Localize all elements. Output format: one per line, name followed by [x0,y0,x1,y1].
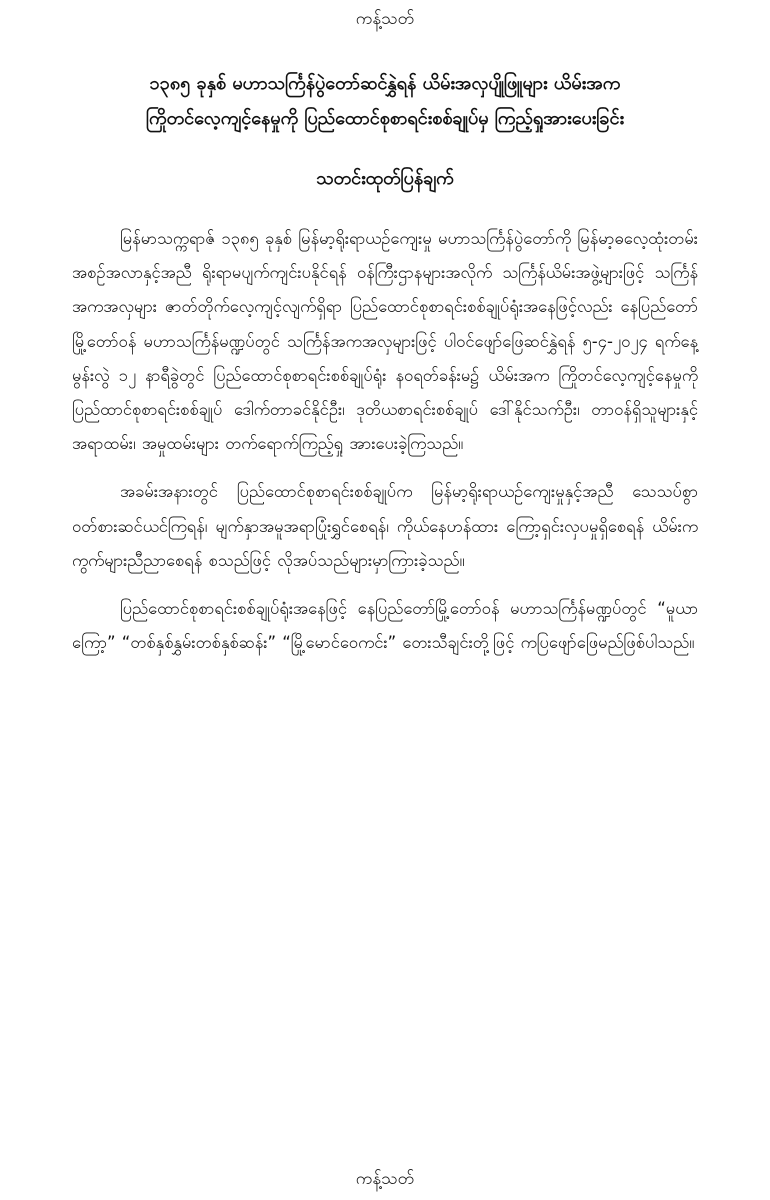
body-paragraph-1: မြန်မာသက္ကရာဇ် ၁၃၈၅ ခုနှစ် မြန်မာ့ရိုးရာယဉ်ကျေးမှု မဟာသင်္ကြန်ပွဲတော်ကို မြန်မာ့ဓလေ့ထုံးတမ်းအစဉ်အလာနှင့်အညီ ရိုးရာမပျက်ကျင်းပနိုင်ရန် ဝန်ကြီးဌာနများအလိုက် သင်္ကြန်ယိမ်းအဖွဲ့များဖြင့် သင်္ကြန်အကအလှများ ဇာတ်တိုက်လေ့ကျင့်လျက်ရှိရာ ပြည်ထောင်စုစာရင်းစစ်ချုပ်ရုံးအနေဖြင့်လည်း နေပြည်တော်မြို့တော်ဝန် မဟာသင်္ကြန်မဏ္ဍပ်တွင် သင်္ကြန်အကအလှများဖြင့် ပါဝင်ဖျော်ဖြေဆင်နွှဲရန် ၅-၄-၂၀၂၄ ရက်နေ့ မွန်းလွဲ ၁၂ နာရီခွဲတွင် ပြည်ထောင်စုစာရင်းစစ်ချုပ်ရုံး န၀ရတ်ခန်းမ၌ ယိမ်းအက ကြိုတင်လေ့ကျင့်နေမှုကို ပြည်ထာင်စုစာရင်းစစ်ချုပ် ဒေါက်တာခင်နိုင်ဦး၊ ဒုတိယစာရင်းစစ်ချုပ် ဒေါ်နိုင်သက်ဦး၊ တာဝန်ရှိသူများနှင့် အရာထမ်း၊ အမှုထမ်းများ တက်ရောက်ကြည့်ရှု အားပေးခဲ့ကြသည်။ [72,229,698,454]
press-release-heading: သတင်းထုတ်ပြန်ချက် [316,168,454,189]
document-body [72,222,698,674]
title-line-2: ကြိုတင်လေ့ကျင့်နေမှုကို ပြည်ထောင်စုစာရင်းစစ်ချုပ်မှ ကြည့်ရှုအားပေးခြင်း [145,108,625,129]
body-paragraph-3: ပြည်ထောင်စုစာရင်းစစ်ချုပ်ရုံးအနေဖြင့် နေပြည်တော်မြို့တော်ဝန် မဟာသင်္ကြန်မဏ္ဍပ်တွင် “မူယာကြော့” “တစ်နှစ်နွှမ်းတစ်နှစ်ဆန်း” “မြို့မောင်ဝေကင်း” တေးသီချင်းတို့ဖြင့် ကပြဖျော်ဖြေမည်ဖြစ်ပါသည်။ [72,599,698,653]
title-line-1: ၁၃၈၅ ခုနှစ် မဟာသင်္ကြန်ပွဲတော်ဆင်နွှဲရန် ယိမ်းအလှပျိုဖြူများ ယိမ်းအက [149,73,621,94]
restricted-header-mark: ကန့်သတ် [355,9,415,29]
restricted-footer-mark: ကန့်သတ် [355,1169,415,1189]
document-title [60,66,710,136]
body-paragraph-2: အခမ်းအနားတွင် ပြည်ထောင်စုစာရင်းစစ်ချုပ်က မြန်မာ့ရိုးရာယဉ်ကျေးမှုနှင့်အညီ သေသပ်စွာဝတ်စားဆင်ယင်ကြရန်၊ မျက်နှာအမူအရာပြုံးရွှင်စေရန်၊ ကိုယ်နေဟန်ထား ကြော့ရှင်းလှပမှုရှိစေရန် ယိမ်းကကွက်များညီညာစေရန် စသည်ဖြင့် လိုအပ်သည်များမှာကြားခဲ့သည်။ [72,482,698,570]
